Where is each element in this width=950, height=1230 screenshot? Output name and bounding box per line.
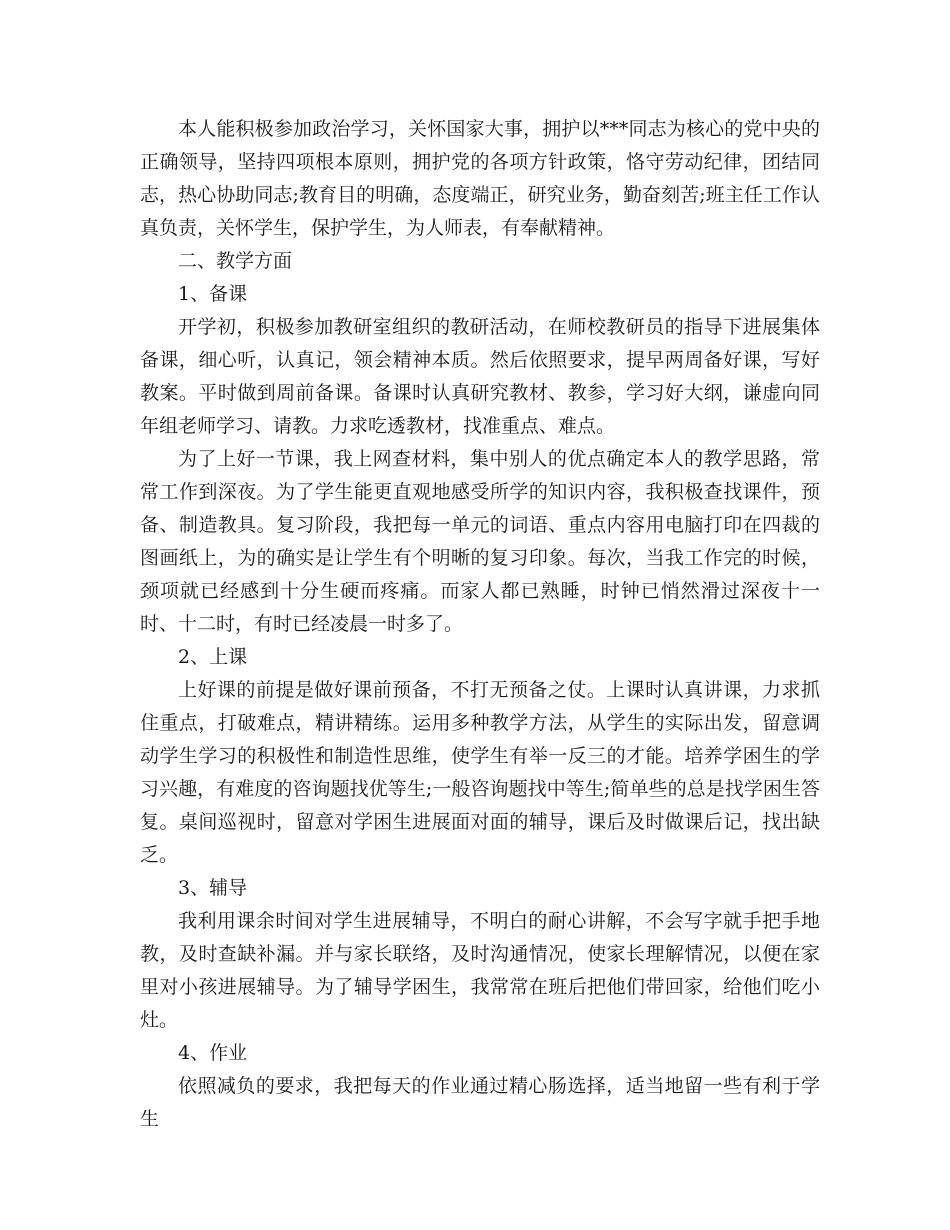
section-heading-teaching: 二、教学方面 (178, 250, 293, 272)
paragraph-lesson-prep: 开学初，积极参加教研室组织的教研活动，在师校教研员的指导下进展集体备课，细心听，认真记，领会精神本质。然后依照要求，提早两周备好课，写好教案。平时做到周前备课。备课时认真研究教材、教参，学习好大纲，谦虚向同年组老师学习、请教。力求吃透教材，找准重点、难点。 (140, 316, 820, 437)
paragraph-political-study: 本人能积极参加政治学习，关怀国家大事，拥护以***同志为核心的党中央的正确领导，坚持四项根本原则，拥护党的各项方针政策，恪守劳动纪律，团结同志，热心协助同志;教育目的明确，态度端正，研究业务，勤奋刻苦;班主任工作认真负责，关怀学生，保护学生，为人师表，有奉献精神。 (140, 118, 820, 239)
paragraph-tutoring: 我利用课余时间对学生进展辅导，不明白的耐心讲解，不会写字就手把手地教，及时查缺补漏。并与家长联络，及时沟通情况，使家长理解情况，以便在家里对小孩进展辅导。为了辅导学困生，我常常在班后把他们带回家，给他们吃小灶。 (140, 910, 820, 1031)
paragraph-late-work: 为了上好一节课，我上网查材料，集中别人的优点确定本人的教学思路，常常工作到深夜。为了学生能更直观地感受所学的知识内容，我积极查找课件，预备、制造教具。复习阶段，我把每一单元的词语、重点内容用电脑打印在四裁的图画纸上，为的确实是让学生有个明晰的复习印象。每次，当我工作完的时候，颈项就已经感到十分生硬而疼痛。而家人都已熟睡，时钟已悄然滑过深夜十一时、十二时，有时已经凌晨一时多了。 (140, 448, 820, 635)
paragraph-homework: 依照减负的要求，我把每天的作业通过精心肠选择，适当地留一些有利于学生 (140, 1075, 820, 1130)
subheading-class: 2、上课 (178, 646, 248, 668)
subheading-tutoring: 3、辅导 (178, 877, 248, 899)
document-body (140, 113, 820, 1136)
subheading-lesson-prep: 1、备课 (178, 283, 248, 305)
paragraph-class: 上好课的前提是做好课前预备，不打无预备之仗。上课时认真讲课，力求抓住重点，打破难点，精讲精练。运用多种教学方法，从学生的实际出发，留意调动学生学习的积极性和制造性思维，使学生有举一反三的才能。培养学困生的学习兴趣，有难度的咨询题找优等生;一般咨询题找中等生;简单些的总是找学困生答复。桌间巡视时，留意对学困生进展面对面的辅导，课后及时做课后记，找出缺乏。 (140, 679, 820, 866)
subheading-homework: 4、作业 (178, 1042, 248, 1064)
